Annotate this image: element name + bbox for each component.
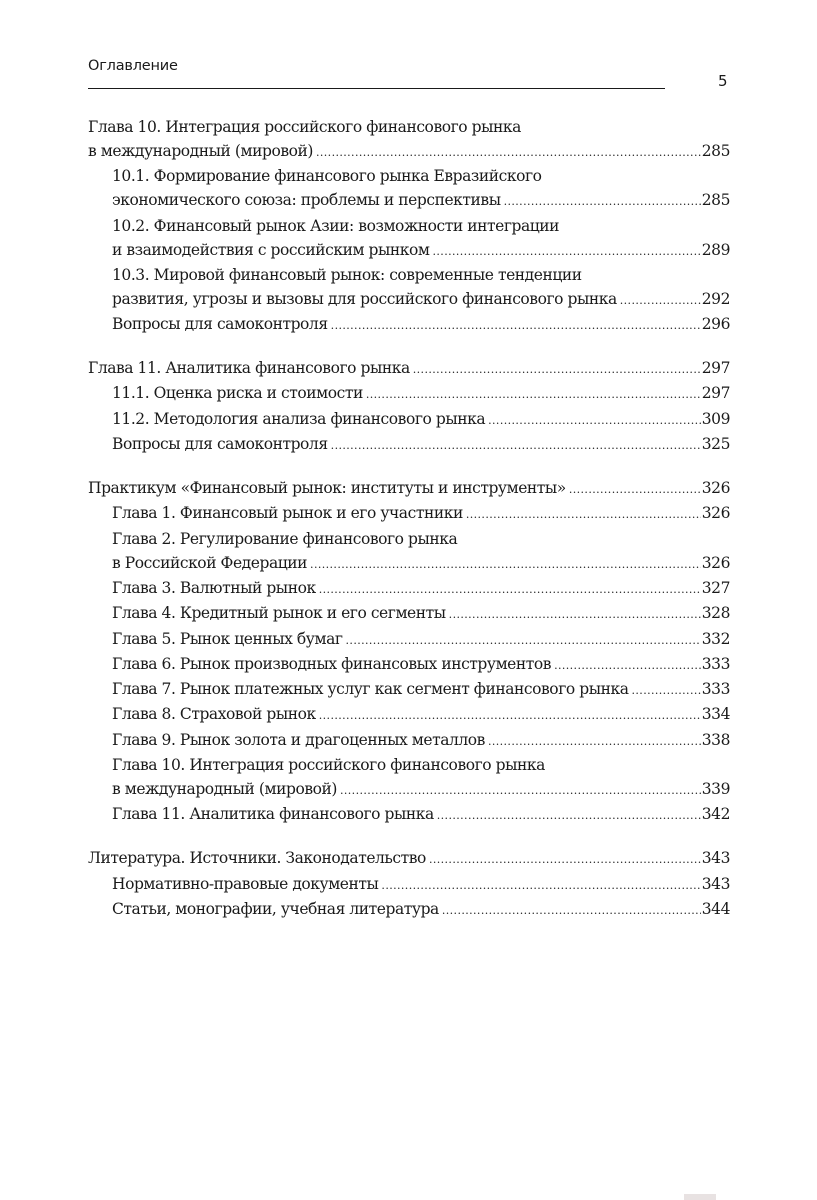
toc-entry-subsection[interactable] bbox=[88, 652, 730, 676]
toc-page-number: 343 bbox=[701, 849, 730, 868]
toc-page-number: 328 bbox=[701, 604, 730, 623]
toc-entry-subsection[interactable] bbox=[88, 381, 730, 405]
toc-leader-dots bbox=[488, 730, 701, 754]
toc-leader-dots bbox=[319, 578, 701, 602]
toc-page-number: 344 bbox=[701, 899, 730, 918]
toc-entry-subsection[interactable] bbox=[88, 407, 730, 431]
running-header bbox=[88, 58, 665, 89]
toc-leader-dots bbox=[316, 141, 701, 165]
toc-entry-title: Глава 1. Финансовый рынок и его участники bbox=[112, 504, 463, 523]
toc-entry-title: Глава 2. Регулирование финансового рынка bbox=[112, 529, 458, 548]
toc-leader-dots bbox=[437, 804, 701, 828]
toc-entry-title: Статьи, монографии, учебная литература bbox=[112, 899, 439, 918]
table-of-contents bbox=[88, 115, 730, 941]
toc-entry-subsection[interactable] bbox=[88, 527, 730, 575]
toc-entry-title: Глава 4. Кредитный рынок и его сегменты bbox=[112, 604, 446, 623]
running-header-title: Оглавление bbox=[88, 58, 178, 74]
page-corner-mark bbox=[684, 1194, 716, 1200]
toc-leader-dots bbox=[331, 434, 701, 458]
toc-page-number: 326 bbox=[701, 504, 730, 523]
toc-page-number: 326 bbox=[701, 553, 730, 572]
toc-leader-dots bbox=[433, 240, 701, 264]
toc-entry-subsection[interactable] bbox=[88, 897, 730, 921]
toc-entry-title: 10.2. Финансовый рынок Азии: возможности интеграции bbox=[112, 216, 560, 235]
toc-leader-dots bbox=[346, 629, 701, 653]
toc-entry-title: 11.2. Методология анализа финансового рынка bbox=[112, 409, 486, 428]
toc-entry-title: Глава 9. Рынок золота и драгоценных металлов bbox=[112, 730, 485, 749]
toc-entry-title: Литература. Источники. Законодательство bbox=[88, 849, 426, 868]
toc-entry-title: экономического союза: проблемы и перспективы bbox=[112, 191, 501, 210]
toc-section-chapter-10 bbox=[88, 115, 730, 336]
toc-page-number: 296 bbox=[701, 315, 730, 334]
toc-entry-chapter[interactable] bbox=[88, 846, 730, 870]
page-number: 5 bbox=[718, 72, 728, 90]
toc-entry-subsection[interactable] bbox=[88, 214, 730, 262]
toc-entry-title: 10.1. Формирование финансового рынка Евразийского bbox=[112, 167, 542, 186]
toc-entry-title: развития, угрозы и вызовы для российского финансового рынка bbox=[112, 289, 617, 308]
toc-page-number: 343 bbox=[701, 874, 730, 893]
toc-leader-dots bbox=[429, 848, 701, 872]
toc-entry-title: Вопросы для самоконтроля bbox=[112, 435, 328, 454]
toc-leader-dots bbox=[366, 383, 701, 407]
toc-leader-dots bbox=[340, 779, 701, 803]
toc-page-number: 325 bbox=[701, 435, 730, 454]
toc-page-number: 297 bbox=[701, 384, 730, 403]
toc-entry-chapter[interactable] bbox=[88, 476, 730, 500]
toc-entry-subsection[interactable] bbox=[88, 677, 730, 701]
toc-entry-title: 11.1. Оценка риска и стоимости bbox=[112, 384, 363, 403]
toc-entry-subsection[interactable] bbox=[88, 702, 730, 726]
toc-entry-title: Практикум «Финансовый рынок: институты и инструменты» bbox=[88, 479, 566, 498]
toc-page-number: 333 bbox=[701, 654, 730, 673]
toc-leader-dots bbox=[449, 603, 701, 627]
toc-entry-subsection[interactable] bbox=[88, 627, 730, 651]
toc-entry-title: Глава 8. Страховой рынок bbox=[112, 705, 316, 724]
toc-entry-subsection[interactable] bbox=[88, 872, 730, 896]
toc-leader-dots bbox=[554, 654, 701, 678]
toc-entry-title: в международный (мировой) bbox=[88, 142, 313, 160]
toc-page-number: 326 bbox=[701, 479, 730, 498]
toc-entry-chapter[interactable] bbox=[88, 115, 730, 163]
toc-leader-dots bbox=[632, 679, 701, 703]
toc-entry-title: Глава 7. Рынок платежных услуг как сегмент финансового рынка bbox=[112, 680, 629, 699]
toc-page-number: 332 bbox=[701, 629, 730, 648]
toc-page-number: 289 bbox=[701, 240, 730, 259]
toc-page-number: 292 bbox=[701, 289, 730, 308]
toc-page-number: 285 bbox=[701, 191, 730, 210]
toc-entry-subsection[interactable] bbox=[88, 432, 730, 456]
toc-leader-dots bbox=[331, 314, 701, 338]
toc-leader-dots bbox=[442, 899, 701, 923]
toc-entry-title: в международный (мировой) bbox=[112, 780, 337, 799]
toc-entry-title: Глава 10. Интеграция российского финансового рынка bbox=[112, 756, 545, 775]
toc-entry-title: Глава 6. Рынок производных финансовых инструментов bbox=[112, 654, 552, 673]
toc-entry-title: Нормативно-правовые документы bbox=[112, 874, 379, 893]
toc-page-number: 334 bbox=[701, 705, 730, 724]
toc-page-number: 342 bbox=[701, 805, 730, 824]
toc-entry-subsection[interactable] bbox=[88, 263, 730, 311]
toc-leader-dots bbox=[466, 503, 701, 527]
toc-entry-subsection[interactable] bbox=[88, 164, 730, 212]
toc-section-practicum bbox=[88, 476, 730, 826]
toc-page-number: 327 bbox=[701, 578, 730, 597]
toc-entry-subsection[interactable] bbox=[88, 802, 730, 826]
toc-entry-subsection[interactable] bbox=[88, 576, 730, 600]
toc-leader-dots bbox=[381, 874, 700, 898]
toc-entry-title: и взаимодействия с российским рынком bbox=[112, 240, 430, 259]
toc-entry-title: в Российской Федерации bbox=[112, 553, 308, 572]
toc-entry-title: Глава 3. Валютный рынок bbox=[112, 578, 316, 597]
toc-entry-subsection[interactable] bbox=[88, 601, 730, 625]
toc-page-number: 297 bbox=[701, 359, 730, 378]
toc-entry-subsection[interactable] bbox=[88, 312, 730, 336]
toc-leader-dots bbox=[488, 409, 701, 433]
toc-leader-dots bbox=[413, 358, 701, 382]
toc-page-number: 333 bbox=[701, 680, 730, 699]
toc-entry-subsection[interactable] bbox=[88, 501, 730, 525]
toc-leader-dots bbox=[504, 190, 701, 214]
toc-section-literature bbox=[88, 846, 730, 921]
toc-entry-subsection[interactable] bbox=[88, 728, 730, 752]
toc-section-chapter-11 bbox=[88, 356, 730, 456]
toc-leader-dots bbox=[319, 704, 701, 728]
toc-page-number: 285 bbox=[701, 142, 730, 160]
toc-entry-title: Глава 5. Рынок ценных бумаг bbox=[112, 629, 343, 648]
toc-entry-subsection[interactable] bbox=[88, 753, 730, 801]
toc-entry-title: Вопросы для самоконтроля bbox=[112, 315, 328, 334]
toc-page-number: 339 bbox=[701, 780, 730, 799]
toc-entry-title: Глава 11. Аналитика финансового рынка bbox=[88, 359, 410, 378]
toc-entry-chapter[interactable] bbox=[88, 356, 730, 380]
toc-entry-title: 10.3. Мировой финансовый рынок: современные тенденции bbox=[112, 265, 582, 284]
toc-page-number: 309 bbox=[701, 409, 730, 428]
toc-page-number: 338 bbox=[701, 730, 730, 749]
toc-leader-dots bbox=[310, 553, 701, 577]
toc-entry-title: Глава 11. Аналитика финансового рынка bbox=[112, 805, 434, 824]
toc-entry-title: Глава 10. Интеграция российского финансового рынка bbox=[88, 118, 521, 136]
toc-leader-dots bbox=[569, 478, 701, 502]
toc-leader-dots bbox=[620, 289, 701, 313]
